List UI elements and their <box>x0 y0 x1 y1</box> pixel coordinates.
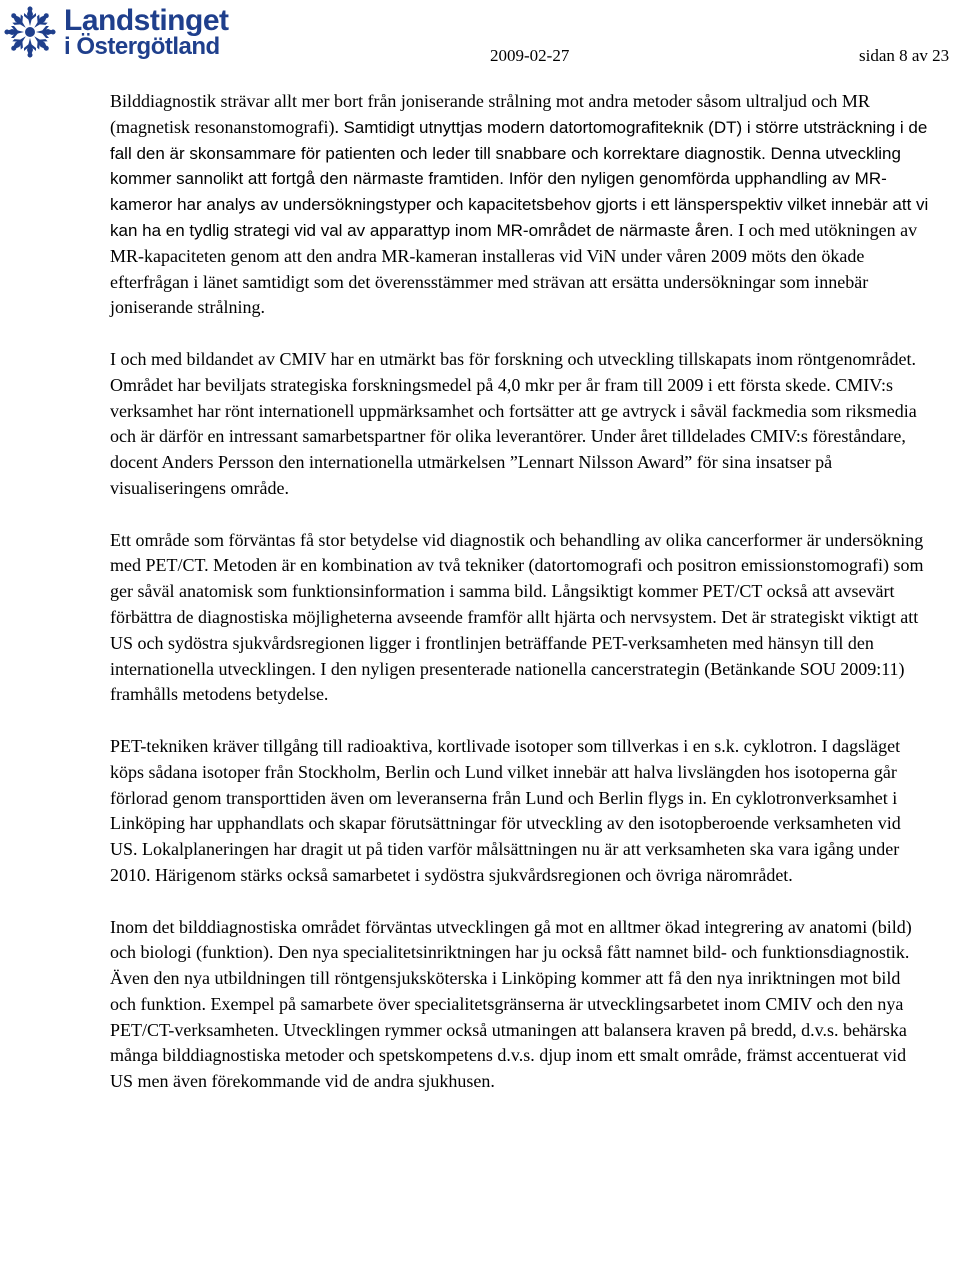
header-date: 2009-02-27 <box>490 46 570 65</box>
document-body <box>110 89 930 1121</box>
paragraph-1 <box>110 89 930 321</box>
paragraph-4: PET-tekniken kräver tillgång till radioaktiva, kortlivade isotoper som tillverkas i en s.k. cyklotron. I dagsläget köps sådana isotoper från Stockholm, Berlin och Lund vilket innebär att halva livslängden hos isotoperna går förlorad genom transporttiden även om leveranserna från Lund och Berlin flygs in. En cyklotronverksamhet i Linköping har upphandlats och skapar förutsättningar för utveckling av den isotopberoende verksamheten vid US. Lokalplaneringen har dragit ut på tiden varför målsättningen nu är att verksamheten ska vara igång under 2010. Härigenom stärks också samarbetet i sydöstra sjukvårdsregionen och övriga närområdet. <box>110 735 901 885</box>
paragraph-1-part-c: I och med utökningen av MR-kapaciteten genom att den andra MR-kameran installeras vid ViN under våren 2009 möts den ökade efterfrågan i länet samtidigt som det överensstämmer med strävan att ersätta undersökningar som innebär joniserande strålning. <box>110 219 918 318</box>
paragraph-1-part-a: Bilddiagnostik strävar allt mer bort från joniserande strålning mot andra metoder såsom ultraljud och MR (magnetisk resonanstomografi). <box>110 91 870 137</box>
paragraph-2: I och med bildandet av CMIV har en utmärkt bas för forskning och utveckling tillskapats inom röntgenområdet. Området har beviljats strategiska forskningsmedel på 4,0 mkr per år fram till 2009 i ett första skede. CMIV:s verksamhet har rönt internationell uppmärksamhet och fortsätter att ge avtryck i såväl fackmedia som riksmedia och är därför en intressant samarbetspartner för olika leverantörer. Under året tilldelades CMIV:s föreståndare, docent Anders Persson den internationella utmärkelsen ”Lennart Nilsson Award” för sina insatser på visualiseringens område. <box>110 348 917 498</box>
paragraph-1-part-b: Samtidigt utnyttjas modern datortomografiteknik (DT) i större utsträckning i de fall den är skonsammare för patienten och leder till snabbare och korrektare diagnostik. Denna utveckling kommer sannolikt att fortgå den närmaste framtiden. Inför den nyligen genomförda upphandling av MR-kameror har analys av undersökningstyper och kapacitetsbehov gjorts i ett länsperspektiv vilket innebär att vi kan ha en tydlig strategi vid val av apparattyp inom MR-området de närmaste åren. <box>110 117 929 240</box>
paragraph-5: Inom det bilddiagnostiska området förväntas utvecklingen gå mot en alltmer ökad integrering av anatomi (bild) och biologi (funktion). Den nya specialitetsinriktningen har ju också fått namnet bild- och funktionsdiagnostik. Även den nya utbildningen till röntgensjuksköterska i Linköping kommer att få den nya inriktningen mot bild och funktion. Exempel på samarbete över specialitetsgränserna är utvecklingsarbetet inom CMIV och den nya PET/CT-verksamheten. Utvecklingen rymmer också utmaningen att balansera kraven på bredd, d.v.s. behärska många bilddiagnostiska metoder och spetskompetens d.v.s. djup inom ett smalt område, främst accentuerat vid US men även förekommande vid de andra sjukhusen. <box>110 916 912 1092</box>
snowflake-emblem-icon <box>2 4 58 60</box>
header-page-number: sidan 8 av 23 <box>859 46 950 65</box>
paragraph-3: Ett område som förväntas få stor betydelse vid diagnostik och behandling av olika cancerformer är undersökning med PET/CT. Metoden är en kombination av två tekniker (datortomografi och positron emissionstomografi) som ger såväl anatomisk som funktionsinformation i samma bild. Långsiktigt kommer PET/CT också att avsevärt förbättra de diagnostiska möjligheterna avseende framför allt hjärta och nervsystem. Det är strategiskt viktigt att US och sydöstra sjukvårdsregionen ligger i frontlinjen beträffande PET-verksamheten med hänsyn till den internationella utvecklingen. I den nyligen presenterade nationella cancerstrategin (Betänkande SOU 2009:11) framhålls metodens betydelse. <box>110 529 924 705</box>
logo-line-1: Landstinget <box>64 4 229 37</box>
logo-line-2: i Östergötland <box>64 33 220 60</box>
landstinget-logo <box>2 2 247 62</box>
